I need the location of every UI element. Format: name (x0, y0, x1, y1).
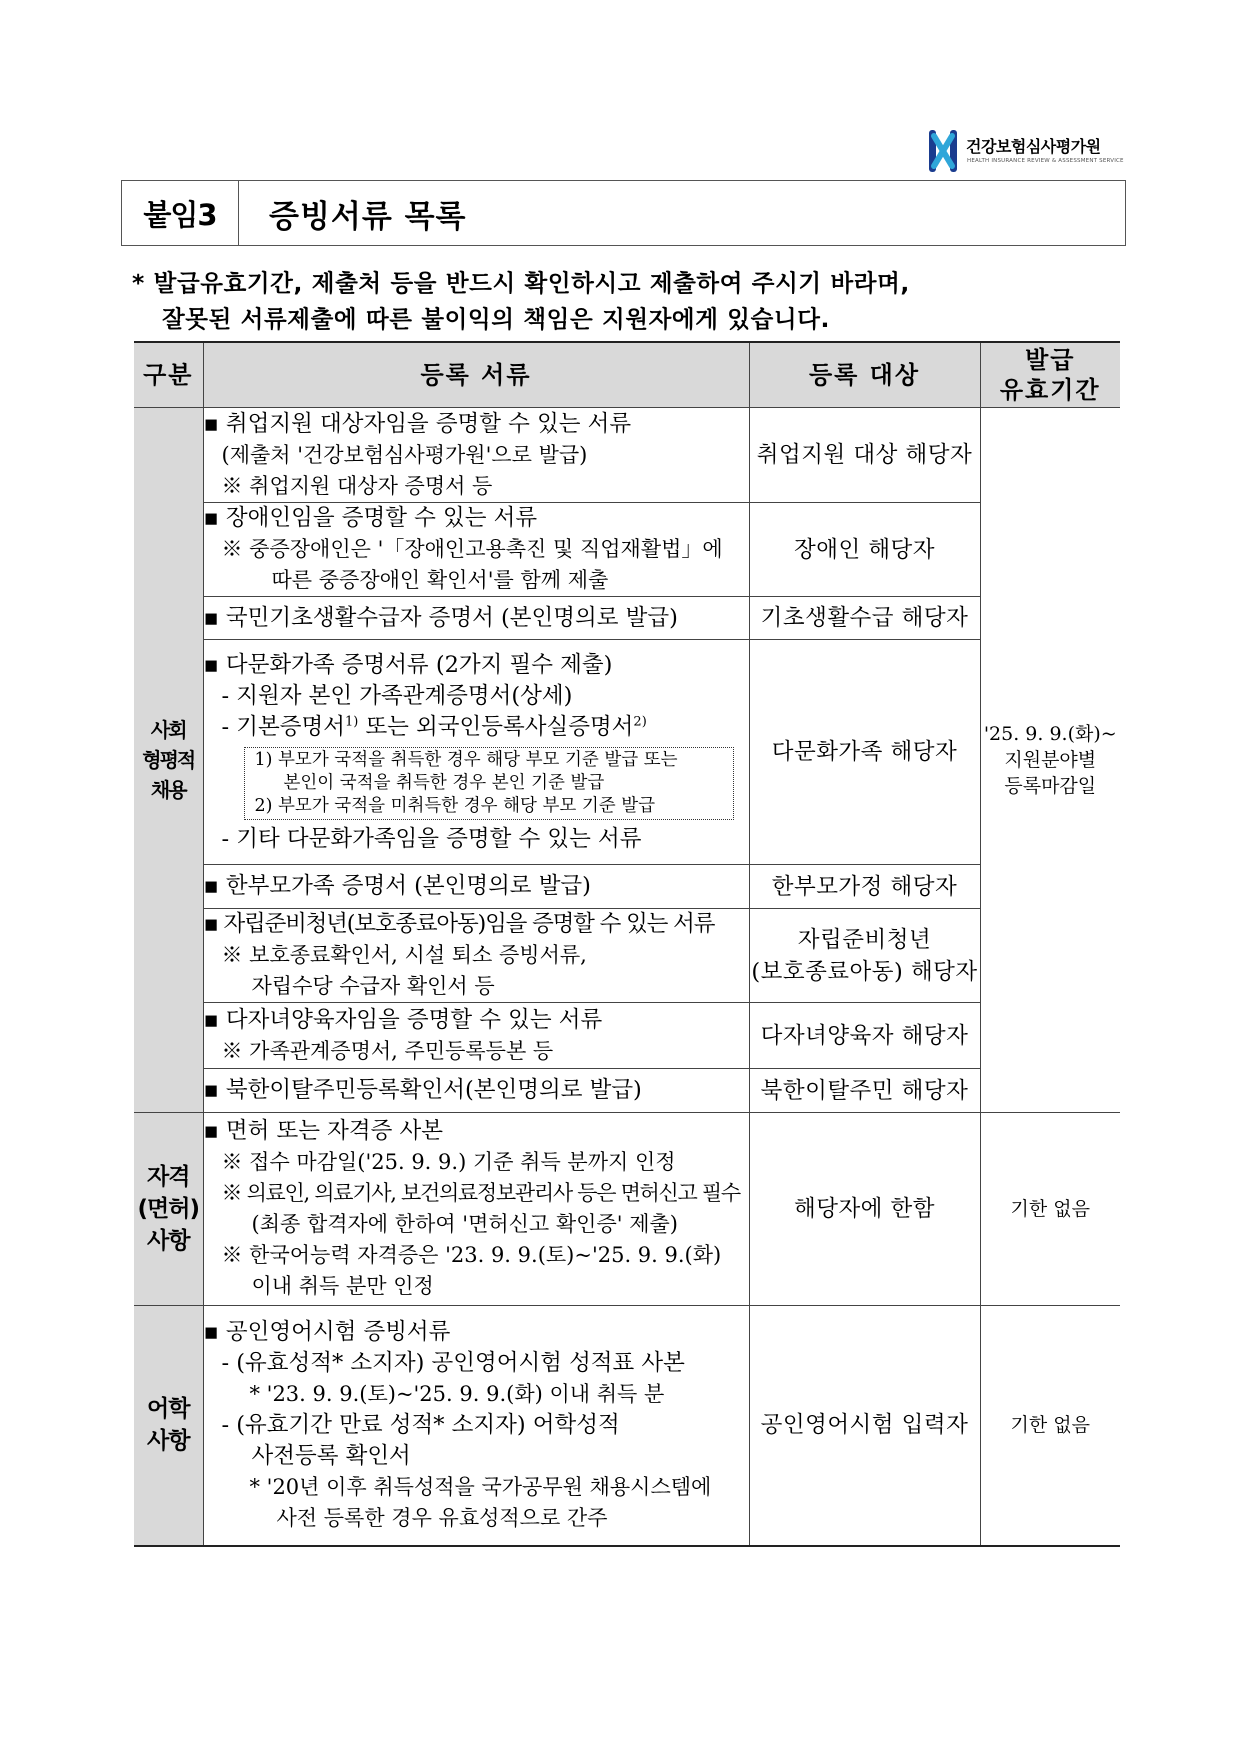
doc-line: ▪ 다자녀양육자임을 증명할 수 있는 서류 (203, 1006, 603, 1033)
header-documents: 등록 서류 (203, 342, 749, 408)
doc-cell-north-korean-defector (203, 1069, 749, 1113)
period-language: 기한 없음 (980, 1306, 1120, 1546)
doc-cell-basic-livelihood (203, 597, 749, 640)
table-row (134, 597, 1120, 640)
doc-cell-language (203, 1306, 749, 1546)
category-language (134, 1306, 203, 1546)
logo-subtitle: HEALTH INSURANCE REVIEW & ASSESSMENT SERVICE (967, 158, 1124, 164)
doc-line: - (유효기간 만료 성적* 소지자) 어학성적 (221, 1411, 620, 1438)
doc-cell-multi-child (203, 1003, 749, 1069)
category-license (134, 1113, 203, 1306)
target-cell (749, 909, 980, 1003)
target-cell: 해당자에 한함 (749, 1113, 980, 1306)
doc-line: ※ 보호종료확인서, 시설 퇴소 증빙서류, (221, 943, 587, 967)
doc-line: ※ 접수 마감일('25. 9. 9.) 기준 취득 분까지 인정 (221, 1150, 676, 1174)
doc-cell-multicultural (203, 640, 749, 865)
doc-line: 따른 중증장애인 확인서'를 함께 제출 (271, 568, 609, 592)
category-social (134, 408, 203, 1113)
header-target: 등록 대상 (749, 342, 980, 408)
period-social-line-2: 지원분야별 (1004, 749, 1097, 771)
category-language-line-2: 사항 (147, 1428, 190, 1455)
doc-line: * '20년 이후 취득성적을 국가공무원 채용시스템에 (249, 1474, 712, 1499)
doc-line: - 지원자 본인 가족관계증명서(상세) (221, 682, 573, 709)
attachment-tag: 붙임3 (122, 181, 239, 245)
doc-cell-self-reliance (203, 909, 749, 1003)
target-cell: 장애인 해당자 (749, 503, 980, 597)
header-category: 구분 (134, 342, 203, 408)
doc-line: ※ 가족관계증명서, 주민등록등본 등 (221, 1038, 554, 1063)
target-cell: 취업지원 대상 해당자 (749, 408, 980, 503)
notice (132, 265, 1112, 337)
target-cell: 기초생활수급 해당자 (749, 597, 980, 640)
doc-line: ▪ 북한이탈주민등록확인서(본인명의로 발급) (203, 1077, 642, 1103)
doc-line: 사전 등록한 경우 유효성적으로 간주 (276, 1505, 608, 1530)
doc-cell-disability (203, 503, 749, 597)
table-header-row (134, 342, 1120, 408)
doc-line: 자립수당 수급자 확인서 등 (251, 974, 495, 998)
doc-cell-single-parent (203, 865, 749, 909)
hira-logo-icon (926, 130, 960, 172)
notice-line-1: * 발급유효기간, 제출처 등을 반드시 확인하시고 제출하여 주시기 바라며, (132, 269, 910, 297)
doc-line (204, 712, 749, 743)
footnote-ref-2: 2) (633, 714, 647, 729)
page-title: 증빙서류 목록 (269, 198, 467, 235)
header-period-line-2: 유효기간 (999, 376, 1101, 404)
period-license: 기한 없음 (980, 1113, 1120, 1306)
table-row (134, 909, 1120, 1003)
doc-line: ※ 취업지원 대상자 증명서 등 (221, 473, 493, 498)
period-social-line-1: '25. 9. 9.(화)~ (983, 723, 1117, 745)
doc-line: ▪ 국민기초생활수급자 증명서 (본인명의로 발급) (203, 604, 678, 631)
doc-line: - 기타 다문화가족임을 증명할 수 있는 서류 (221, 825, 642, 852)
category-license-line-1: 자격 (147, 1164, 190, 1190)
doc-line: ▪ 한부모가족 증명서 (본인명의로 발급) (203, 873, 591, 899)
doc-line: 이내 취득 분만 인정 (251, 1274, 434, 1298)
header-period (980, 342, 1120, 408)
doc-line: ▪ 자립준비청년(보호종료아동)임을 증명할 수 있는 서류 (203, 911, 715, 937)
category-social-line-3: 채용 (150, 778, 186, 802)
documents-table (134, 341, 1120, 1547)
doc-line: ▪ 공인영어시험 증빙서류 (203, 1318, 451, 1345)
footnote-ref-1: 1) (344, 714, 359, 729)
logo-name: 건강보험심사평가원 (966, 137, 1101, 156)
footnote-line: 본인이 국적을 취득한 경우 본인 기준 발급 (283, 772, 605, 793)
table-row (134, 865, 1120, 909)
hira-logo (926, 128, 1124, 174)
doc-line: ▪ 취업지원 대상자임을 증명할 수 있는 서류 (203, 410, 632, 437)
doc-line: ▪ 장애인임을 증명할 수 있는 서류 (203, 505, 538, 531)
doc-line: ※ 한국어능력 자격증은 '23. 9. 9.(토)~'25. 9. 9.(화) (221, 1243, 722, 1267)
doc-line-part: - 기본증명서 (221, 713, 345, 740)
doc-line: ▪ 다문화가족 증명서류 (2가지 필수 제출) (203, 651, 613, 678)
footnote-line: 2) 부모가 국적을 미취득한 경우 해당 부모 기준 발급 (254, 795, 656, 816)
category-social-line-1: 사회 (150, 718, 186, 742)
category-social-line-2: 형평적 (142, 748, 195, 772)
doc-line: ※ 중증장애인은 '「장애인고용촉진 및 직업재활법」에 (221, 537, 723, 561)
category-language-line-1: 어학 (147, 1396, 190, 1423)
target-cell: 한부모가정 해당자 (749, 865, 980, 909)
target-cell: 북한이탈주민 해당자 (749, 1069, 980, 1113)
doc-line: (제출처 '건강보험심사평가원'으로 발급) (221, 442, 588, 467)
doc-line: (최종 합격자에 한하여 '면허신고 확인증' 제출) (251, 1212, 678, 1236)
table-row (134, 1069, 1120, 1113)
title-box (121, 180, 1126, 246)
notice-line-2: 잘못된 서류제출에 따른 불이익의 책임은 지원자에게 있습니다. (162, 305, 831, 333)
doc-line: * '23. 9. 9.(토)~'25. 9. 9.(화) 이내 취득 분 (249, 1381, 665, 1406)
table-row (134, 1306, 1120, 1546)
table-row (134, 1003, 1120, 1069)
target-line-2: (보호종료아동) 해당자 (751, 958, 978, 985)
period-social (980, 408, 1120, 1113)
doc-cell-license (203, 1113, 749, 1306)
table-row (134, 503, 1120, 597)
target-cell: 다자녀양육자 해당자 (749, 1003, 980, 1069)
header-period-line-1: 발급 (1025, 346, 1076, 374)
doc-line: ▪ 면허 또는 자격증 사본 (203, 1118, 443, 1144)
table-row (134, 640, 1120, 865)
table-row (134, 1113, 1120, 1306)
table-row (134, 408, 1120, 503)
doc-line: 사전등록 확인서 (251, 1442, 411, 1469)
target-cell: 공인영어시험 입력자 (749, 1306, 980, 1546)
category-license-line-3: 사항 (147, 1228, 190, 1254)
doc-line: ※ 의료인, 의료기사, 보건의료정보관리사 등은 면허신고 필수 (221, 1181, 740, 1205)
period-social-line-3: 등록마감일 (1004, 775, 1097, 797)
doc-line: - (유효성적* 소지자) 공인영어시험 성적표 사본 (221, 1349, 685, 1376)
target-cell: 다문화가족 해당자 (749, 640, 980, 865)
footnote-box (244, 747, 734, 820)
footnote-line: 1) 부모가 국적을 취득한 경우 해당 부모 기준 발급 또는 (254, 749, 678, 770)
doc-cell-employment-support (203, 408, 749, 503)
doc-line-part: 또는 외국인등록사실증명서 (365, 713, 634, 740)
category-license-line-2: (면허) (137, 1196, 199, 1222)
target-line-1: 자립준비청년 (797, 926, 932, 953)
